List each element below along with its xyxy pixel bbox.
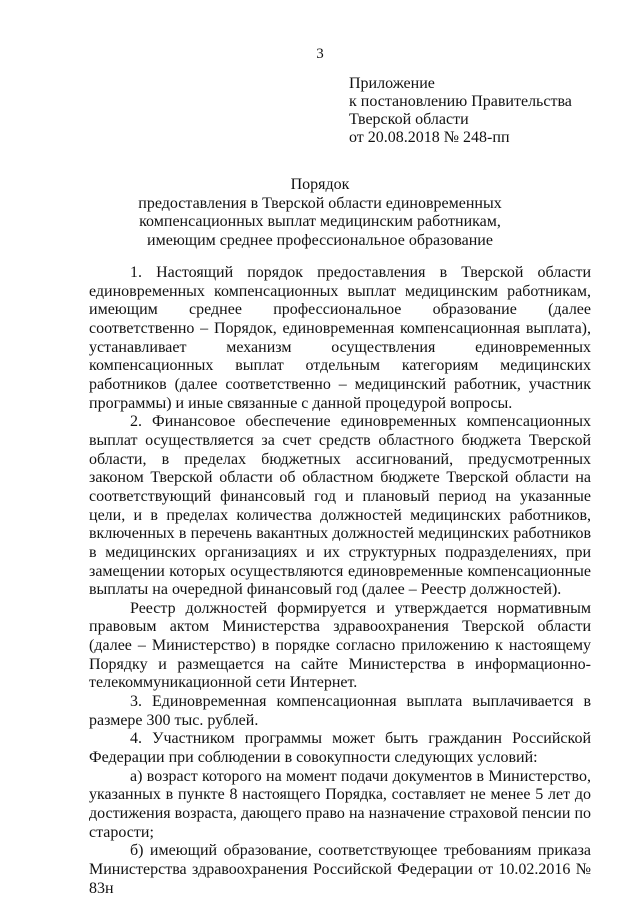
paragraph-4: 3. Единовременная компенсационная выплата выплачивается в размере 300 тыс. рублей. (89, 693, 591, 729)
paragraph-3: Реестр должностей формируется и утверждается нормативным правовым актом Министерства здравоохранения Тверской области (далее – Министерство) в порядке согласно приложению к настоящему Порядку и размещается на сайте Министерства в информационно-телекоммуникационной сети Интернет. (89, 599, 591, 692)
document-title (0, 176, 640, 250)
paragraph-2: 2. Финансовое обеспечение единовременных компенсационных выплат осуществляется за счет средств областного бюджета Тверской области, в пределах бюджетных ассигнований, предусмотренных законом Тверской области об областном бюджете Тверской области на соответствующий финансовый год и плановый период на указанные цели, и в пределах количества должностей медицинских работников, включенных в перечень вакантных должностей медицинских работников в медицинских организациях и их структурных подразделениях, при замещении которых осуществляются единовременные компенсационные выплаты на очередной финансовый год (далее – Реестр должностей). (89, 413, 591, 599)
paragraph-7: б) имеющий образование, соответствующее требованиям приказа Министерства здравоохранения Российской Федерации от 10.02.2016 № 83н (89, 842, 591, 897)
appendix-line-1: Приложение (349, 75, 435, 92)
title-line-1: Порядок (290, 176, 350, 193)
document-body (89, 264, 591, 898)
paragraph-6: а) возраст которого на момент подачи документов в Министерство, указанных в пункте 8 настоящего Порядка, составляет не менее 5 лет до достижения возраста, дающего право на назначение страховой пенсии по старости; (89, 767, 591, 841)
title-line-3: компенсационных выплат медицинским работникам, (139, 213, 501, 230)
title-line-4: имеющим среднее профессиональное образование (147, 231, 493, 249)
paragraph-5: 4. Участником программы может быть гражданин Российской Федерации при соблюдении в совокупности следующих условий: (89, 730, 591, 767)
appendix-line-3: Тверской области (349, 111, 469, 128)
page-number: 3 (316, 46, 324, 62)
appendix-line-4: от 20.08.2018 № 248-пп (349, 129, 510, 146)
title-line-2: предоставления в Тверской области единовременных (138, 194, 502, 212)
appendix-header (349, 75, 572, 147)
appendix-line-2: к постановлению Правительства (349, 93, 572, 110)
paragraph-1: 1. Настоящий порядок предоставления в Тверской области единовременных компенсационных выплат медицинским работникам, имеющим среднее профессиональное образование (далее соответственно – Порядок, единовременная компенсационная выплата), устанавливает механизм осуществления единовременных компенсационных выплат отдельным категориям медицинских работников (далее соответственно – медицинский работник, участник программы) и иные связанные с данной процедурой вопросы. (89, 264, 591, 412)
